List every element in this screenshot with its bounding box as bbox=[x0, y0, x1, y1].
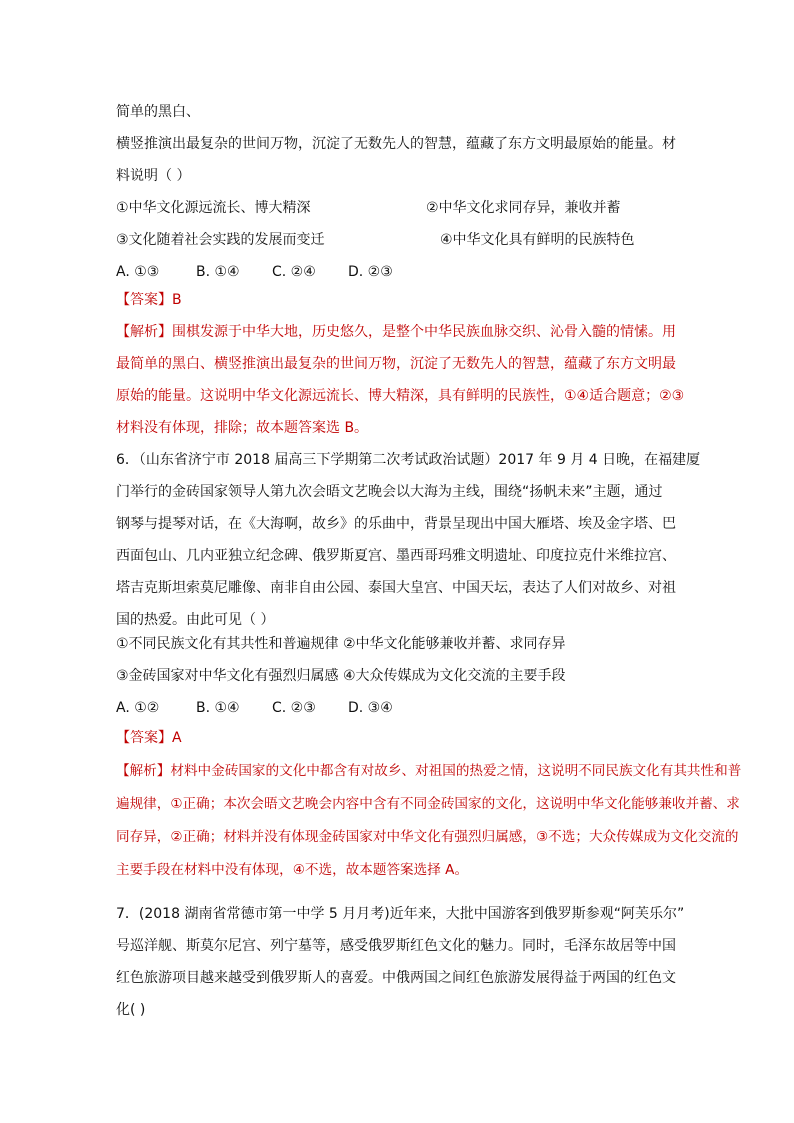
q5-statement-1: ①中华文化源远流长、博大精深 bbox=[116, 200, 311, 216]
q6-option-c: C. ②③ bbox=[272, 700, 316, 716]
q5-stem-line-3: 料说明（ ） bbox=[116, 168, 191, 184]
q6-stem-line-4: 西面包山、几内亚独立纪念碑、俄罗斯夏宫、墨西哥玛雅文明遗址、印度拉克什米维拉宫、 bbox=[116, 548, 676, 564]
q7-stem-line-4: 化( ) bbox=[116, 1002, 146, 1018]
q6-analysis-line-1: 【解析】材料中金砖国家的文化中都含有对故乡、对祖国的热爱之情，这说明不同民族文化有其共性和普 bbox=[116, 763, 742, 779]
q6-answer: 【答案】A bbox=[116, 730, 182, 746]
q5-analysis-line-3: 原始的能量。这说明中华文化源远流长、博大精深，具有鲜明的民族性，①④适合题意；②③ bbox=[116, 388, 685, 404]
q5-statement-4: ④中华文化具有鲜明的民族特色 bbox=[440, 232, 635, 248]
q7-stem-line-1: 7．(2018 湖南省常德市第一中学 5 月月考)近年来，大批中国游客到俄罗斯参观“阿芙乐尔” bbox=[116, 906, 685, 922]
q5-analysis-line-1: 【解析】围棋发源于中华大地，历史悠久，是整个中华民族血脉交织、沁骨入髓的情愫。用 bbox=[116, 324, 676, 340]
q6-analysis-line-3: 同存异，②正确；材料并没有体现金砖国家对中华文化有强烈归属感，③不选；大众传媒成为文化交流的 bbox=[116, 829, 739, 845]
q6-stem-line-5: 塔吉克斯坦索莫尼雕像、南非自由公园、泰国大皇宫、中国天坛，表达了人们对故乡、对祖 bbox=[116, 580, 676, 596]
q5-option-a: A. ①③ bbox=[116, 264, 160, 280]
q5-option-c: C. ②④ bbox=[272, 264, 316, 280]
q5-answer: 【答案】B bbox=[116, 292, 182, 308]
q6-option-b: B. ①④ bbox=[196, 700, 240, 716]
q6-analysis-line-4: 主要手段在材料中没有体现，④不选，故本题答案选择 A。 bbox=[116, 862, 469, 878]
q5-option-d: D. ②③ bbox=[348, 264, 393, 280]
q5-option-b: B. ①④ bbox=[196, 264, 240, 280]
q5-statement-2: ②中华文化求同存异，兼收并蓄 bbox=[426, 200, 621, 216]
q6-stem-line-6: 国的热爱。由此可见（ ） bbox=[116, 612, 275, 628]
q6-stem-line-2: 门举行的金砖国家领导人第九次会晤文艺晚会以大海为主线，围绕“扬帆未来”主题，通过 bbox=[116, 484, 663, 500]
q5-stem-line-1: 简单的黑白、 bbox=[116, 104, 200, 120]
q5-statement-3: ③文化随着社会实践的发展而变迁 bbox=[116, 232, 325, 248]
q7-stem-line-3: 红色旅游项目越来越受到俄罗斯人的喜爱。中俄两国之间红色旅游发展得益于两国的红色文 bbox=[116, 970, 676, 986]
q6-option-a: A. ①② bbox=[116, 700, 160, 716]
q6-statements-line-1: ①不同民族文化有其共性和普遍规律 ②中华文化能够兼收并蓄、求同存异 bbox=[116, 636, 566, 652]
q7-stem-line-2: 号巡洋舰、斯莫尔尼宫、列宁墓等，感受俄罗斯红色文化的魅力。同时，毛泽东故居等中国 bbox=[116, 938, 676, 954]
q6-option-d: D. ③④ bbox=[348, 700, 393, 716]
q6-analysis-line-2: 遍规律，①正确；本次会晤文艺晚会内容中含有不同金砖国家的文化，这说明中华文化能够兼收并蓄、求 bbox=[116, 796, 740, 812]
q5-analysis-line-4: 材料没有体现，排除；故本题答案选 B。 bbox=[116, 420, 369, 436]
q5-analysis-line-2: 最简单的黑白、横竖推演出最复杂的世间万物，沉淀了无数先人的智慧，蕴藏了东方文明最 bbox=[116, 356, 676, 372]
q5-stem-line-2: 横竖推演出最复杂的世间万物，沉淀了无数先人的智慧，蕴藏了东方文明最原始的能量。材 bbox=[116, 136, 676, 152]
q6-stem-line-3: 钢琴与提琴对话，在《大海啊，故乡》的乐曲中，背景呈现出中国大雁塔、埃及金字塔、巴 bbox=[116, 516, 676, 532]
q6-stem-line-1: 6．（山东省济宁市 2018 届高三下学期第二次考试政治试题）2017 年 9 月 4 日晚，在福建厦 bbox=[116, 452, 701, 468]
q6-statements-line-2: ③金砖国家对中华文化有强烈归属感 ④大众传媒成为文化交流的主要手段 bbox=[116, 668, 566, 684]
